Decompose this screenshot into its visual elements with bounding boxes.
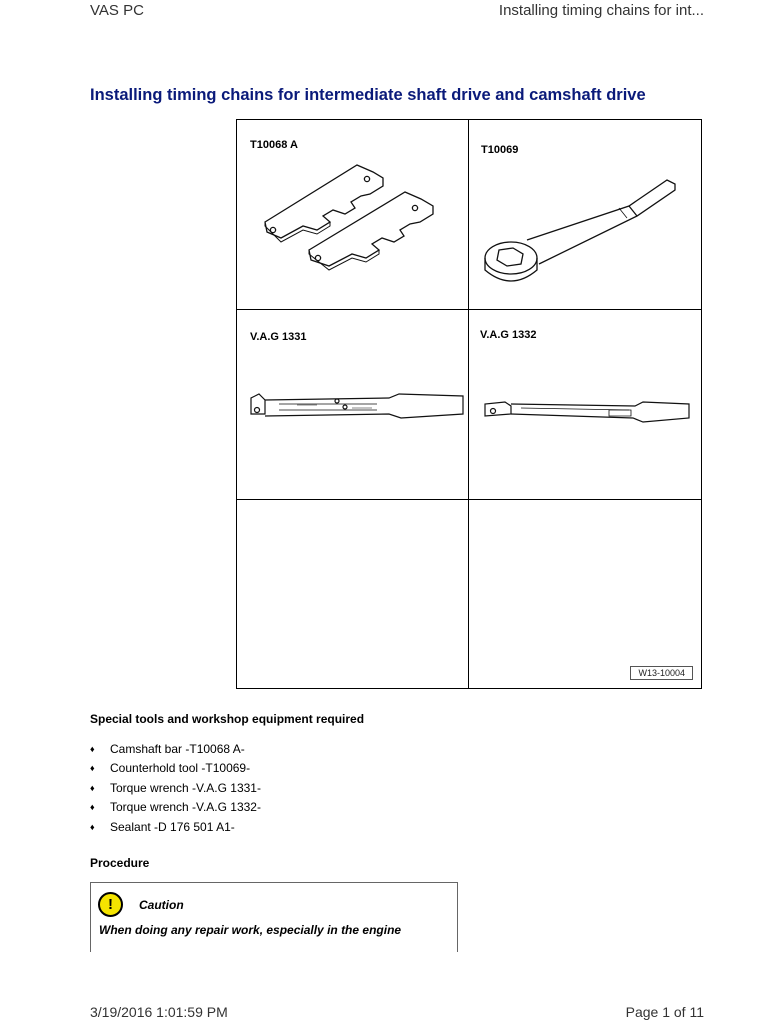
page-title: Installing timing chains for intermediate shaft drive and camshaft drive <box>90 86 646 104</box>
special-tools-figure <box>236 119 702 689</box>
list-item-text: Camshaft bar -T10068 A- <box>110 741 245 756</box>
list-item <box>90 817 261 837</box>
caution-text: When doing any repair work, especially in the engine <box>99 923 402 937</box>
list-item <box>90 739 261 759</box>
list-item <box>90 798 261 818</box>
figure-label: V.A.G 1332 <box>480 329 537 341</box>
torque-wrench-icon <box>237 310 468 499</box>
special-tools-heading: Special tools and workshop equipment required <box>90 712 365 726</box>
list-item <box>90 778 261 798</box>
caution-title: Caution <box>139 898 184 912</box>
bullet-icon: ♦ <box>90 782 95 793</box>
footer-page-number: Page 1 of 11 <box>625 1004 704 1020</box>
list-item-text: Torque wrench -V.A.G 1331- <box>110 780 261 795</box>
header-document-title: Installing timing chains for int... <box>498 2 704 19</box>
footer-timestamp: 3/19/2016 1:01:59 PM <box>90 1004 228 1020</box>
camshaft-bar-icon <box>237 120 468 309</box>
torque-wrench-icon <box>469 310 702 499</box>
caution-box <box>90 882 458 952</box>
warning-icon: ! <box>98 892 123 917</box>
list-item-text: Counterhold tool -T10069- <box>110 761 251 776</box>
header-app-name: VAS PC <box>90 2 144 19</box>
list-item-text: Torque wrench -V.A.G 1332- <box>110 800 261 815</box>
figure-id-label: W13-10004 <box>630 666 693 680</box>
figure-cell-vag1331 <box>237 310 469 500</box>
figure-cell-vag1332 <box>469 310 701 500</box>
figure-cell-t10069 <box>469 120 701 310</box>
figure-label: V.A.G 1331 <box>250 331 307 343</box>
bullet-icon: ♦ <box>90 763 95 774</box>
special-tools-list <box>90 739 261 837</box>
list-item <box>90 759 261 779</box>
figure-label: T10069 <box>481 144 519 156</box>
bullet-icon: ♦ <box>90 743 95 754</box>
list-item-text: Sealant -D 176 501 A1- <box>110 819 235 834</box>
procedure-heading: Procedure <box>90 856 150 870</box>
figure-cell-empty <box>237 500 469 688</box>
figure-label: T10068 A <box>250 139 298 151</box>
figure-cell-empty <box>469 500 701 688</box>
counterhold-tool-icon <box>469 120 702 309</box>
figure-cell-t10068a <box>237 120 469 310</box>
bullet-icon: ♦ <box>90 802 95 813</box>
bullet-icon: ♦ <box>90 821 95 832</box>
